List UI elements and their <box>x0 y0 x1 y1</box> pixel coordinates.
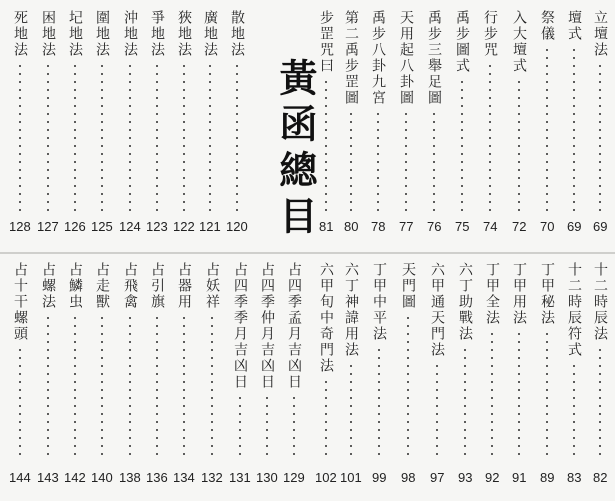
page-number: 124 <box>119 219 141 234</box>
dot-leader <box>433 110 435 212</box>
page-number: 134 <box>173 470 195 485</box>
toc-entry-title: 禹步圖式 <box>454 10 470 74</box>
toc-entry-title: 十二時辰符式 <box>566 262 582 358</box>
page-number: 72 <box>512 219 527 234</box>
page-number: 138 <box>119 470 141 485</box>
dot-leader <box>378 346 380 458</box>
toc-entry <box>480 262 504 458</box>
dot-leader <box>209 62 211 212</box>
toc-entry <box>366 10 390 212</box>
toc-entry <box>198 10 222 212</box>
toc-entry <box>200 262 224 458</box>
toc-entry-title: 六甲旬中奇門法 <box>318 262 334 374</box>
dot-leader <box>47 314 49 458</box>
page-number: 144 <box>9 470 31 485</box>
page-heading: 黃函總目 <box>273 58 318 242</box>
page-number: 131 <box>229 470 251 485</box>
toc-entry <box>314 262 338 458</box>
toc-entry <box>255 262 279 458</box>
dot-leader <box>461 78 463 212</box>
page-number: 91 <box>512 470 527 485</box>
toc-entry <box>228 262 252 458</box>
dot-leader <box>211 314 213 458</box>
toc-entry <box>90 262 114 458</box>
page-number: 142 <box>64 470 86 485</box>
page-number: 101 <box>340 470 362 485</box>
toc-entry <box>588 262 612 458</box>
toc-entry <box>562 262 586 458</box>
toc-entry-title: 占引旗 <box>149 262 165 310</box>
dot-leader <box>101 62 103 212</box>
dot-leader <box>573 362 575 458</box>
dot-leader <box>101 314 103 458</box>
dot-leader <box>350 362 352 458</box>
page-number: 97 <box>430 470 445 485</box>
toc-entry <box>145 262 169 458</box>
dot-leader <box>518 330 520 458</box>
dot-leader <box>573 46 575 212</box>
toc-entry <box>90 10 114 212</box>
page-number: 130 <box>256 470 278 485</box>
toc-entry <box>422 10 446 212</box>
toc-entry <box>450 10 474 212</box>
toc-entry-title: 十二時辰法 <box>592 262 608 342</box>
toc-entry-title: 六甲通天門法 <box>429 262 445 358</box>
dot-leader <box>19 62 21 212</box>
toc-entry <box>588 10 612 212</box>
toc-entry <box>367 262 391 458</box>
page-number: 123 <box>146 219 168 234</box>
toc-entry-title: 圮地法 <box>67 10 83 58</box>
section-divider <box>0 252 615 254</box>
dot-leader <box>350 110 352 212</box>
page-number: 82 <box>593 470 608 485</box>
dot-leader <box>407 314 409 458</box>
dot-leader <box>293 394 295 458</box>
page-number: 143 <box>37 470 59 485</box>
page-number: 70 <box>540 219 555 234</box>
page-number: 80 <box>344 219 359 234</box>
dot-leader <box>518 78 520 212</box>
toc-entry <box>225 10 249 212</box>
page-number: 129 <box>283 470 305 485</box>
toc-entry-title: 占十干螺頭 <box>12 262 28 342</box>
page-number: 93 <box>458 470 473 485</box>
dot-leader <box>377 110 379 212</box>
toc-entry <box>339 10 363 212</box>
dot-leader <box>266 394 268 458</box>
toc-entry <box>453 262 477 458</box>
toc-entry-title: 死地法 <box>12 10 28 58</box>
dot-leader <box>236 62 238 212</box>
dot-leader <box>74 314 76 458</box>
toc-entry-title: 行步咒 <box>482 10 498 58</box>
toc-entry-title: 立壇法 <box>592 10 608 58</box>
dot-leader <box>183 314 185 458</box>
dot-leader <box>129 62 131 212</box>
dot-leader <box>183 62 185 212</box>
page-number: 99 <box>372 470 387 485</box>
dot-leader <box>325 78 327 212</box>
toc-entry <box>339 262 363 458</box>
dot-leader <box>491 330 493 458</box>
toc-entry-title: 占妖祥 <box>204 262 220 310</box>
page-number: 74 <box>483 219 498 234</box>
toc-entry-title: 祭儀 <box>539 10 555 42</box>
toc-entry-title: 禹步三舉足圖 <box>426 10 442 106</box>
dot-leader <box>546 46 548 212</box>
dot-leader <box>129 314 131 458</box>
dot-leader <box>74 62 76 212</box>
toc-entry <box>8 262 32 458</box>
toc-entry <box>394 10 418 212</box>
dot-leader <box>599 62 601 212</box>
toc-entry-title: 丁甲用法 <box>511 262 527 326</box>
page-number: 122 <box>173 219 195 234</box>
toc-entry <box>63 262 87 458</box>
toc-entry-title: 散地法 <box>229 10 245 58</box>
toc-entry <box>36 10 60 212</box>
dot-leader <box>464 346 466 458</box>
toc-entry-title: 占器用 <box>176 262 192 310</box>
page-number: 92 <box>485 470 500 485</box>
toc-entry <box>118 10 142 212</box>
toc-entry-title: 丁甲中平法 <box>371 262 387 342</box>
toc-entry-title: 圍地法 <box>94 10 110 58</box>
page-number: 121 <box>199 219 221 234</box>
toc-entry-title: 爭地法 <box>149 10 165 58</box>
toc-entry-title: 天用起八卦圖 <box>398 10 414 106</box>
dot-leader <box>325 378 327 458</box>
dot-leader <box>436 362 438 458</box>
page-number: 102 <box>315 470 337 485</box>
page-number: 89 <box>540 470 555 485</box>
toc-entry-title: 丁甲秘法 <box>539 262 555 326</box>
dot-leader <box>405 110 407 212</box>
page-number: 83 <box>567 470 582 485</box>
page-number: 69 <box>567 219 582 234</box>
toc-entry-title: 狹地法 <box>176 10 192 58</box>
dot-leader <box>599 346 601 458</box>
dot-leader <box>239 394 241 458</box>
toc-entry <box>507 10 531 212</box>
toc-entry <box>478 10 502 212</box>
toc-entry-title: 六丁神諱用法 <box>343 262 359 358</box>
toc-entry-title: 第二禹步罡圖 <box>343 10 359 106</box>
page-number: 136 <box>146 470 168 485</box>
toc-entry <box>172 262 196 458</box>
toc-entry <box>172 10 196 212</box>
toc-entry-title: 占螺法 <box>40 262 56 310</box>
page-number: 128 <box>9 219 31 234</box>
toc-entry-title: 占四季季月吉凶日 <box>232 262 248 390</box>
dot-leader <box>47 62 49 212</box>
dot-leader <box>546 330 548 458</box>
page-number: 140 <box>91 470 113 485</box>
toc-entry <box>282 262 306 458</box>
toc-entry-title: 六丁助戰法 <box>457 262 473 342</box>
toc-entry-title: 沖地法 <box>122 10 138 58</box>
toc-entry-title: 丁甲全法 <box>484 262 500 326</box>
page-number: 125 <box>91 219 113 234</box>
toc-entry-title: 步罡咒曰 <box>318 10 334 74</box>
page-number: 69 <box>593 219 608 234</box>
toc-entry <box>118 262 142 458</box>
toc-entry-title: 占飛禽 <box>122 262 138 310</box>
toc-entry-title: 占四季仲月吉凶日 <box>259 262 275 390</box>
dot-leader <box>156 314 158 458</box>
toc-entry-title: 壇式 <box>566 10 582 42</box>
toc-entry-title: 占四季孟月吉凶日 <box>286 262 302 390</box>
toc-entry <box>562 10 586 212</box>
page-number: 75 <box>455 219 470 234</box>
toc-entry <box>507 262 531 458</box>
page-number: 98 <box>401 470 416 485</box>
toc-entry <box>314 10 338 212</box>
page-number: 76 <box>427 219 442 234</box>
dot-leader <box>19 346 21 458</box>
toc-entry-title: 占走獸 <box>94 262 110 310</box>
toc-entry-title: 占鱗虫 <box>67 262 83 310</box>
toc-entry-title: 天門圖 <box>400 262 416 310</box>
toc-entry <box>425 262 449 458</box>
toc-entry <box>8 10 32 212</box>
toc-entry <box>396 262 420 458</box>
toc-entry-title: 廣地法 <box>202 10 218 58</box>
page-number: 127 <box>37 219 59 234</box>
page-number: 132 <box>201 470 223 485</box>
toc-entry <box>535 262 559 458</box>
toc-entry <box>63 10 87 212</box>
dot-leader <box>489 62 491 212</box>
toc-entry <box>36 262 60 458</box>
toc-entry <box>535 10 559 212</box>
toc-entry-title: 困地法 <box>40 10 56 58</box>
page-number: 78 <box>371 219 386 234</box>
toc-entry-title: 入大壇式 <box>511 10 527 74</box>
page-number: 120 <box>226 219 248 234</box>
dot-leader <box>156 62 158 212</box>
page-number: 126 <box>64 219 86 234</box>
toc-entry-title: 禹步八卦九宮 <box>370 10 386 106</box>
toc-entry <box>145 10 169 212</box>
page-number: 77 <box>399 219 414 234</box>
page-number: 81 <box>319 219 334 234</box>
